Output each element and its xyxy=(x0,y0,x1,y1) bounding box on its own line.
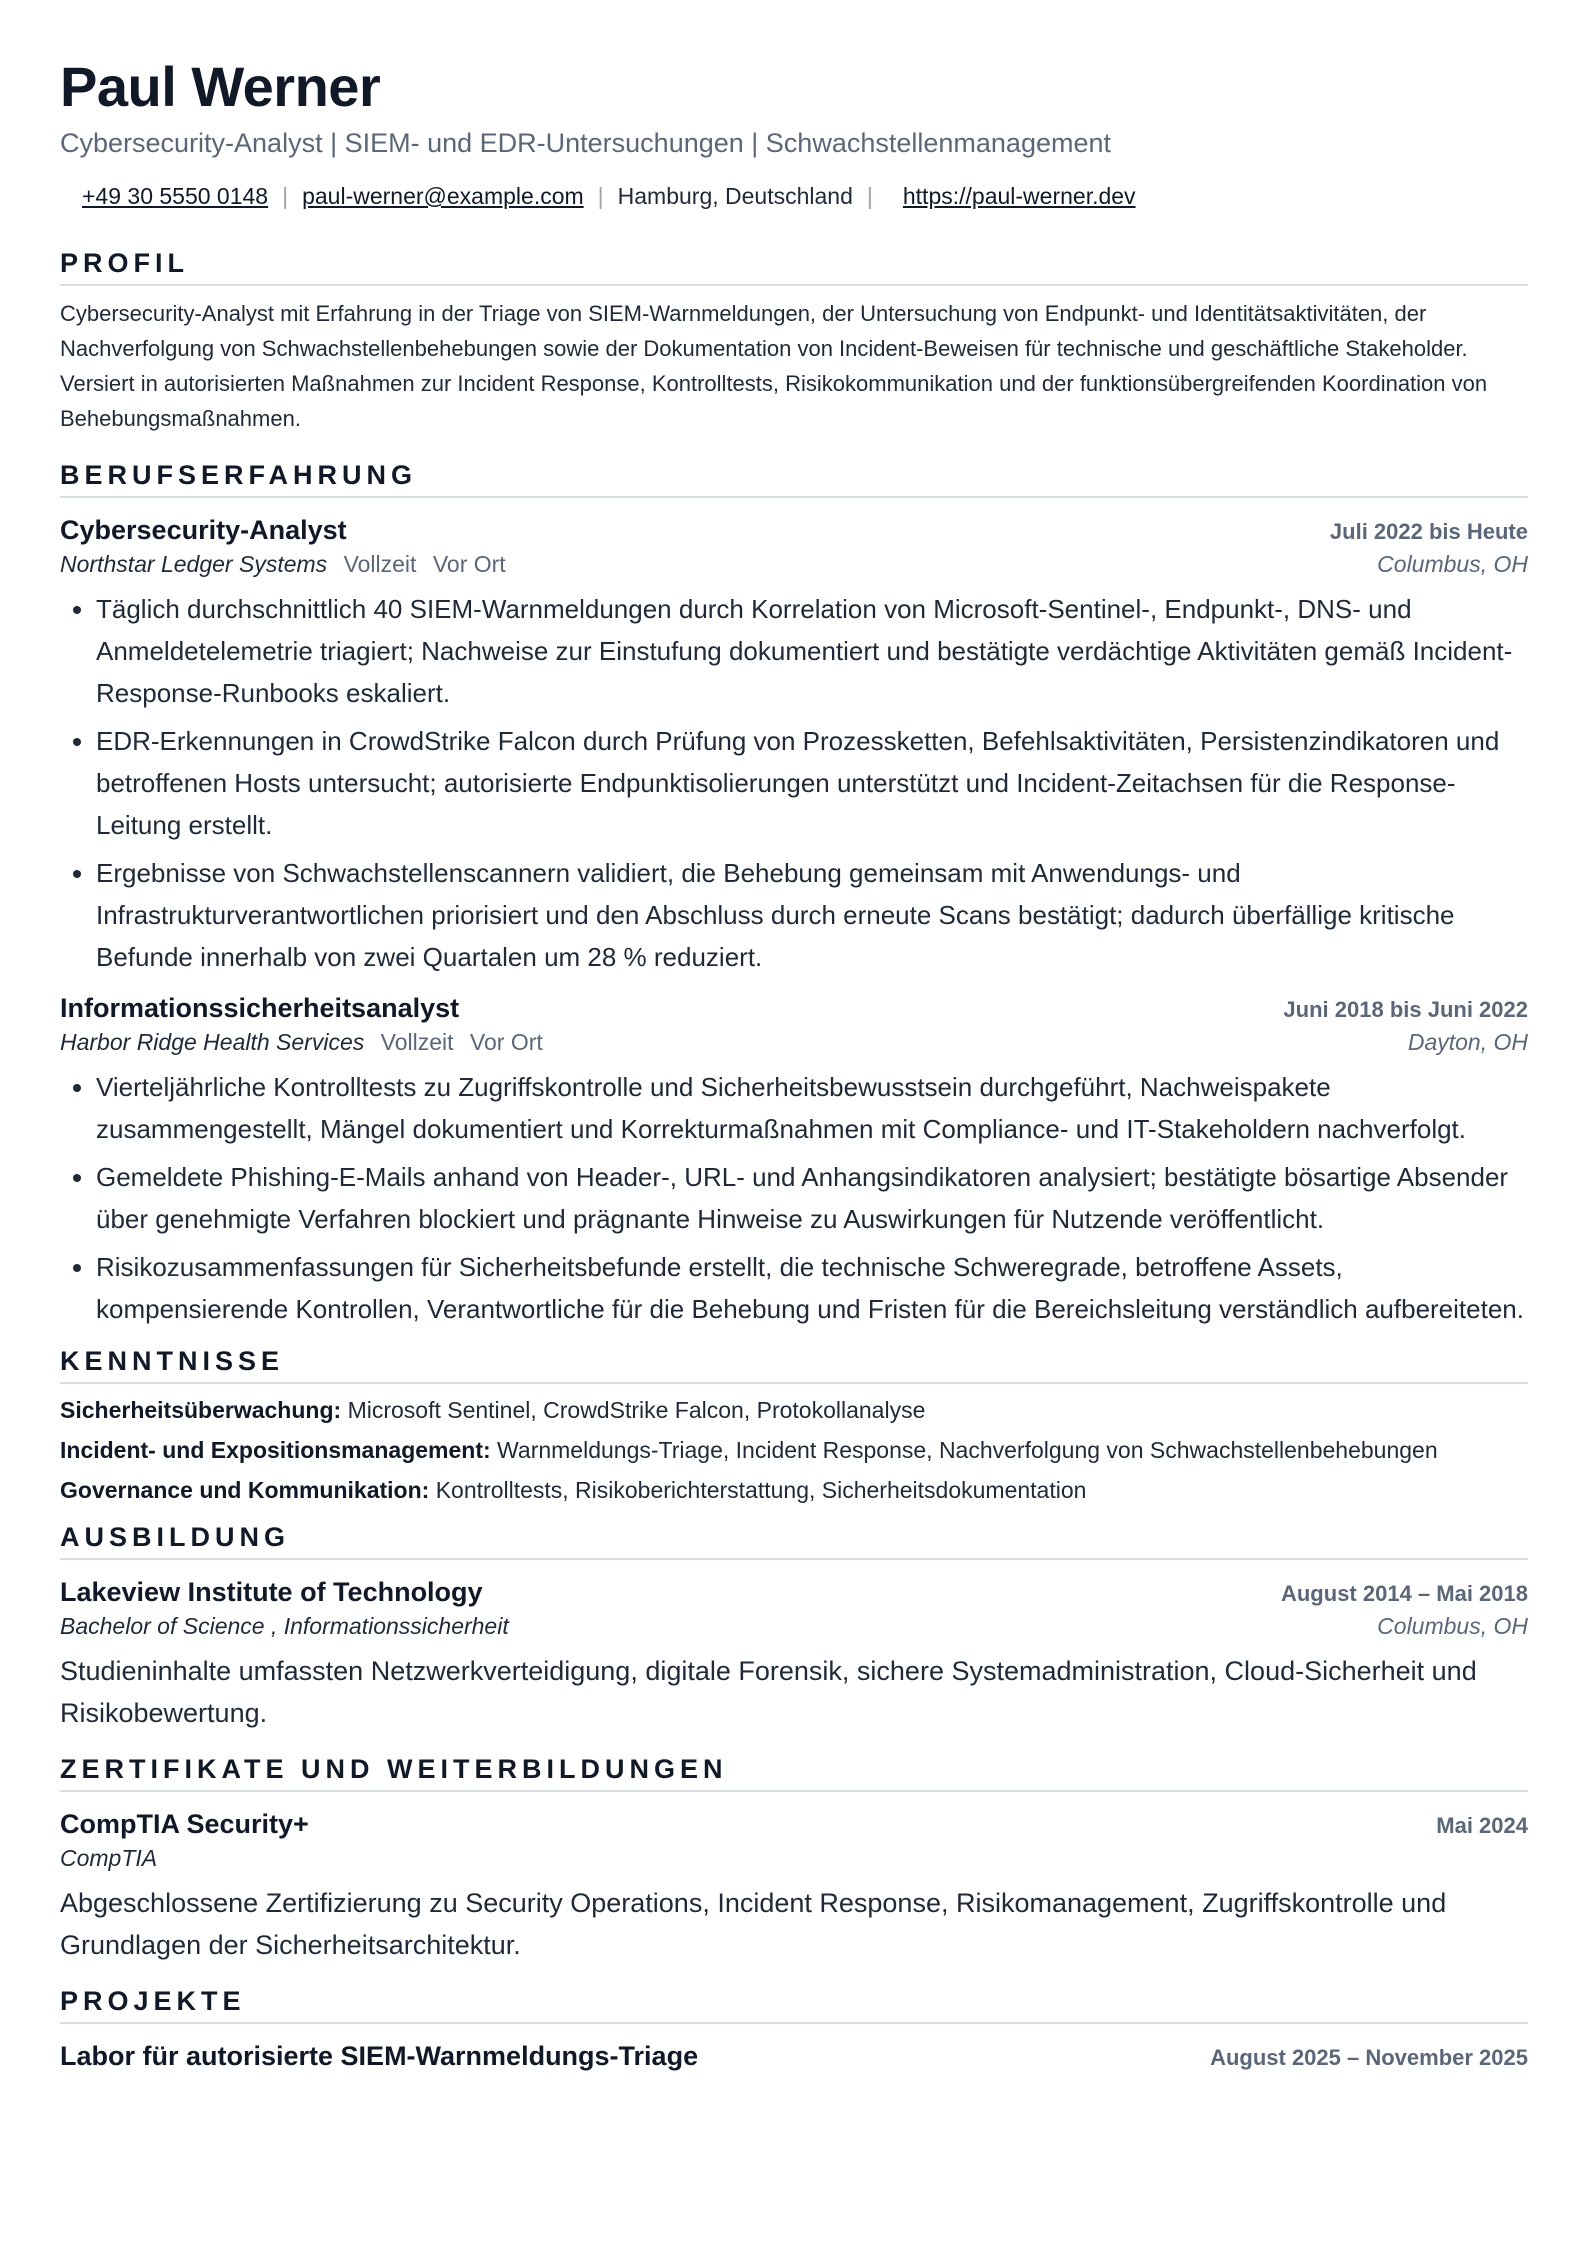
job-bullet: • Ergebnisse von Schwachstellenscannern validiert, die Behebung gemeinsam mit Anwendungs- und Infrastrukturverantwortlichen priorisiert und den Abschluss durch erneute Scans bestätigt; dadurch überfällige kritische Befunde innerhalb von zwei Quartalen um 28 % reduziert. xyxy=(96,852,1528,978)
job-location: Dayton, OH xyxy=(1407,1029,1528,1055)
certification-date: Mai 2024 xyxy=(1436,1813,1528,1838)
school-name: Lakeview Institute of Technology xyxy=(60,1577,483,1607)
company-name: Harbor Ridge Health Services xyxy=(60,1029,365,1055)
job-bullet: • Risikozusammenfassungen für Sicherheitsbefunde erstellt, die technische Schweregrade, betroffene Assets, kompensierende Kontrollen, Verantwortliche für die Behebung und Fristen für die Bereichsleitung verständlich aufbereiteten. xyxy=(96,1246,1528,1330)
education-section xyxy=(60,1520,1528,1734)
work-mode: Vor Ort xyxy=(432,551,506,577)
website-link[interactable]: https://paul-werner.dev xyxy=(902,183,1136,209)
profile-section xyxy=(60,246,1528,436)
job-bullet: • EDR-Erkennungen in CrowdStrike Falcon durch Prüfung von Prozessketten, Befehlsaktivitäten, Persistenzindikatoren und betroffenen Hosts untersucht; autorisierte Endpunktisolierungen unterstützt und Incident-Zeitachsen für die Response-Leitung erstellt. xyxy=(96,720,1528,846)
job-title: Informationssicherheitsanalyst xyxy=(60,993,460,1023)
skill-value: Microsoft Sentinel, CrowdStrike Falcon, Protokollanalyse xyxy=(347,1397,926,1423)
headline: Cybersecurity-Analyst | SIEM- und EDR-Untersuchungen | Schwachstellenmanagement xyxy=(60,128,1111,158)
phone-link[interactable]: +49 30 5550 0148 xyxy=(82,183,269,209)
project-name: Labor für autorisierte SIEM-Warnmeldungs-Triage xyxy=(60,2041,699,2071)
certification-description: Abgeschlossene Zertifizierung zu Security Operations, Incident Response, Risikomanagement, Zugriffskontrolle und Grundlagen der Sicherheitsarchitektur. xyxy=(60,1888,1447,1960)
employment-type: Vollzeit xyxy=(343,551,417,577)
certification-issuer: CompTIA xyxy=(60,1845,158,1871)
job-bullets xyxy=(60,1066,1528,1330)
profile-summary: Cybersecurity-Analyst mit Erfahrung in der Triage von SIEM-Warnmeldungen, der Untersuchung von Endpunkt- und Identitätsaktivitäten, der Nachverfolgung von Schwachstellenbehebungen sowie der Dokumentation von Incident-Beweisen für technische und geschäftliche Stakeholder. Versiert in autorisierten Maßnahmen zur Incident Response, Kontrolltests, Risikokommunikation und der funktionsübergreifenden Koordination von Behebungsmaßnahmen. xyxy=(60,301,1488,431)
section-title-experience: BERUFSERFAHRUNG xyxy=(60,458,1528,498)
company-name: Northstar Ledger Systems xyxy=(60,551,328,577)
skill-value: Kontrolltests, Risikoberichterstattung, Sicherheitsdokumentation xyxy=(435,1477,1087,1503)
project-dates: August 2025 – November 2025 xyxy=(1210,2045,1528,2070)
section-title-education: AUSBILDUNG xyxy=(60,1520,1528,1560)
skill-label: Governance und Kommunikation: xyxy=(60,1477,430,1503)
education-description: Studieninhalte umfassten Netzwerkverteidigung, digitale Forensik, sichere Systemadministration, Cloud-Sicherheit und Risikobewertung. xyxy=(60,1656,1477,1728)
job-bullet: • Täglich durchschnittlich 40 SIEM-Warnmeldungen durch Korrelation von Microsoft-Sentinel-, Endpunkt-, DNS- und Anmeldetelemetrie triagiert; Nachweise zur Einstufung dokumentiert und bestätigte verdächtige Aktivitäten gemäß Incident-Response-Runbooks eskaliert. xyxy=(96,588,1528,714)
job-bullet: • Vierteljährliche Kontrolltests zu Zugriffskontrolle und Sicherheitsbewusstsein durchgeführt, Nachweispakete zusammengestellt, Mängel dokumentiert und Korrekturmaßnahmen mit Compliance- und IT-Stakeholdern nachverfolgt. xyxy=(96,1066,1528,1150)
certifications-section xyxy=(60,1752,1528,1966)
job-dates: Juli 2022 bis Heute xyxy=(1329,519,1528,544)
skills-section xyxy=(60,1344,1528,1510)
contact-separator: | xyxy=(866,183,873,209)
projects-section xyxy=(60,1984,1528,2074)
skill-row xyxy=(60,1430,1528,1470)
section-title-projects: PROJEKTE xyxy=(60,1984,1528,2024)
skill-label: Sicherheitsüberwachung: xyxy=(60,1397,342,1423)
contact-separator: | xyxy=(597,183,604,209)
job-dates: Juni 2018 bis Juni 2022 xyxy=(1283,997,1528,1022)
skill-label: Incident- und Expositionsmanagement: xyxy=(60,1437,491,1463)
section-title-skills: KENNTNISSE xyxy=(60,1344,1528,1384)
skill-value: Warnmeldungs-Triage, Incident Response, Nachverfolgung von Schwachstellenbehebungen xyxy=(497,1437,1438,1463)
degree: Bachelor of Science , Informationssicherheit xyxy=(60,1613,509,1639)
job-title: Cybersecurity-Analyst xyxy=(60,515,347,545)
email-link[interactable]: paul-werner@example.com xyxy=(302,183,584,209)
skill-row xyxy=(60,1390,1528,1430)
contact-line xyxy=(60,180,1528,212)
education-dates: August 2014 – Mai 2018 xyxy=(1280,1581,1528,1606)
skill-row xyxy=(60,1470,1528,1510)
section-title-profile: PROFIL xyxy=(60,246,1528,286)
location-text: Hamburg, Deutschland xyxy=(617,183,853,209)
job-entry xyxy=(60,990,1528,1330)
job-bullets xyxy=(60,588,1528,978)
job-entry xyxy=(60,512,1528,978)
contact-separator: | xyxy=(282,183,289,209)
employment-type: Vollzeit xyxy=(380,1029,454,1055)
job-location: Columbus, OH xyxy=(1377,551,1528,577)
section-title-certifications: ZERTIFIKATE UND WEITERBILDUNGEN xyxy=(60,1752,1528,1792)
work-mode: Vor Ort xyxy=(469,1029,543,1055)
certification-name: CompTIA Security+ xyxy=(60,1809,309,1839)
experience-section xyxy=(60,458,1528,1330)
job-bullet: • Gemeldete Phishing-E-Mails anhand von Header-, URL- und Anhangsindikatoren analysiert; bestätigte bösartige Absender über genehmigte Verfahren blockiert und prägnante Hinweise zu Auswirkungen für Nutzende veröffentlicht. xyxy=(96,1156,1528,1240)
candidate-name: Paul Werner xyxy=(60,55,381,118)
education-location: Columbus, OH xyxy=(1377,1613,1528,1639)
